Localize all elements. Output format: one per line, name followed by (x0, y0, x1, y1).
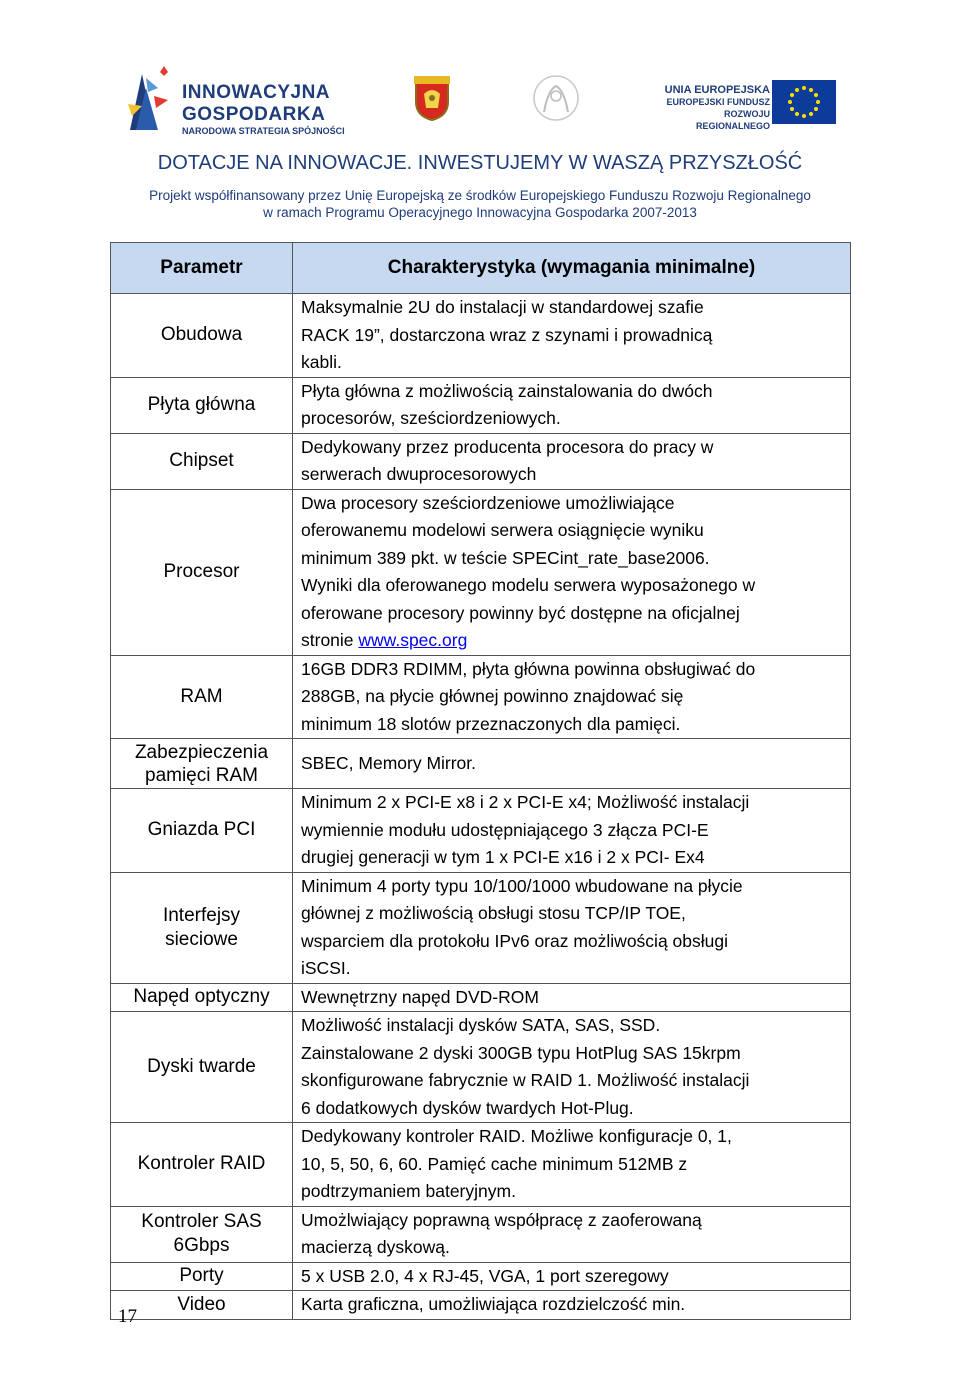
spec-line: serwerach dwuprocesorowych (301, 464, 537, 484)
spec-line: Umożlwiający poprawną współpracę z zaoferowaną (301, 1209, 702, 1230)
spec-line: 10, 5, 50, 6, 60. Pamięć cache minimum 512MB z (301, 1153, 688, 1174)
table-row-gniazda-pci (111, 789, 851, 873)
table-row-ram (111, 655, 851, 739)
table-row-plyta-glowna (111, 377, 851, 433)
spec-line: 5 x USB 2.0, 4 x RJ-45, VGA, 1 port szeregowy (301, 1265, 669, 1286)
spec-line: podtrzymaniem bateryjnym. (301, 1181, 516, 1201)
logo-line-3: NARODOWA STRATEGIA SPÓJNOŚCI (182, 126, 345, 136)
spec-cell (293, 1123, 851, 1207)
spec-line: Minimum 2 x PCI-E x8 i 2 x PCI-E x4; Możliwość instalacji (301, 792, 750, 812)
spec-line: oferowane procesory powinny być dostępne na oficjalnej (301, 602, 740, 623)
spec-line: Karta graficzna, umożliwiająca rozdzielczość min. (301, 1294, 686, 1314)
spec-line: macierzą dyskową. (301, 1237, 450, 1257)
table-header-row (111, 243, 851, 294)
param-cell: Gniazda PCI (111, 789, 293, 873)
spec-line: Minimum 4 porty typu 10/100/1000 wbudowane na płycie (301, 875, 743, 896)
spec-line: RACK 19”, dostarczona wraz z szynami i prowadnicą (301, 324, 713, 345)
param-cell: RAM (111, 655, 293, 739)
spec-cell (293, 294, 851, 378)
table-row-kontroler-sas (111, 1206, 851, 1262)
spec-line: 288GB, na płycie głównej powinno znajdować się (301, 686, 684, 706)
table-row-porty (111, 1262, 851, 1291)
spec-line: Wewnętrzny napęd DVD-ROM (301, 986, 539, 1007)
spec-cell (293, 1012, 851, 1123)
city-crest-icon (412, 76, 452, 122)
spec-line: Płyta główna z możliwością zainstalowania do dwóch (301, 380, 713, 401)
spec-line: wymiennie modułu udostępniającego 3 złącza PCI-E (301, 819, 709, 840)
param-cell (111, 1206, 293, 1262)
spec-org-link[interactable]: www.spec.org (358, 630, 468, 650)
logo-bar (0, 62, 960, 142)
spec-line (301, 627, 844, 655)
innowacyjna-gospodarka-emblem-icon (124, 66, 174, 136)
eu-flag-icon (772, 80, 836, 124)
eu-label-line-2: EUROPEJSKI FUNDUSZ (666, 97, 770, 107)
spec-line: SBEC, Memory Mirror. (301, 752, 477, 773)
column-header-charakterystyka: Charakterystyka (wymagania minimalne) (293, 243, 851, 294)
param-cell: Chipset (111, 433, 293, 489)
table-row-zabezpieczenia-ram (111, 739, 851, 789)
spec-line: Maksymalnie 2U do instalacji w standardowej szafie (301, 297, 704, 317)
spec-cell (293, 983, 851, 1012)
spec-line: Dedykowany przez producenta procesora do pracy w (301, 436, 714, 457)
param-cell: Napęd optyczny (111, 983, 293, 1012)
spec-line: 16GB DDR3 RDIMM, płyta główna powinna obsługiwać do (301, 658, 756, 679)
spec-cell (293, 739, 851, 789)
spec-line: drugiej generacji w tym 1 x PCI-E x16 i 2 x PCI- Ex4 (301, 847, 705, 867)
spec-line: głównej z możliwością obsługi stosu TCP/IP TOE, (301, 903, 686, 923)
spec-line: wsparciem dla protokołu IPv6 oraz możliwością obsługi (301, 930, 728, 951)
param-line: sieciowe (165, 928, 238, 950)
param-cell: Kontroler RAID (111, 1123, 293, 1207)
spec-cell (293, 789, 851, 873)
specification-table (110, 242, 851, 1320)
spec-cell (293, 655, 851, 739)
table-row-naped-optyczny (111, 983, 851, 1012)
spec-line: procesorów, sześciordzeniowych. (301, 408, 561, 428)
param-line: Zabezpieczenia (134, 741, 269, 763)
param-cell (111, 872, 293, 983)
table-row-video (111, 1291, 851, 1320)
table-row-procesor (111, 489, 851, 655)
foundation-logo-icon (530, 72, 582, 124)
eu-fund-label (660, 84, 770, 132)
param-cell: Dyski twarde (111, 1012, 293, 1123)
param-cell: Procesor (111, 489, 293, 655)
logo-line-1: INNOWACYJNA (182, 82, 331, 103)
param-cell: Video (111, 1291, 293, 1320)
table-row-interfejsy-sieciowe (111, 872, 851, 983)
spec-line: minimum 389 pkt. w teście SPECint_rate_base2006. (301, 547, 710, 568)
table-row-dyski-twarde (111, 1012, 851, 1123)
project-subtitle-line-1: Projekt współfinansowany przez Unię Europejską ze środków Europejskiego Funduszu Rozwoju Regionalnego (149, 188, 811, 203)
param-line: 6Gbps (173, 1235, 230, 1256)
spec-line: minimum 18 slotów przeznaczonych dla pamięci. (301, 713, 681, 734)
spec-line: kabli. (301, 352, 342, 372)
spec-line: skonfigurowane fabrycznie w RAID 1. Możliwość instalacji (301, 1070, 750, 1090)
eu-label-line-3: ROZWOJU REGIONALNEGO (695, 109, 770, 131)
param-line: Interfejsy (162, 904, 241, 926)
spec-cell (293, 1262, 851, 1291)
page-number: 17 (118, 1306, 137, 1327)
spec-cell (293, 489, 851, 655)
project-subtitle-line-2: w ramach Programu Operacyjnego Innowacyjna Gospodarka 2007-2013 (263, 205, 697, 220)
table-row-chipset (111, 433, 851, 489)
spec-cell (293, 872, 851, 983)
spec-line: Wyniki dla oferowanego modelu serwera wyposażonego w (301, 575, 756, 595)
spec-line-prefix: stronie (301, 630, 359, 650)
spec-line: oferowanemu modelowi serwera osiągnięcie wyniku (301, 520, 704, 540)
table-row-kontroler-raid (111, 1123, 851, 1207)
eu-label-line-1: UNIA EUROPEJSKA (664, 84, 770, 96)
param-line: pamięci RAM (145, 764, 258, 786)
spec-line: Możliwość instalacji dysków SATA, SAS, SSD. (301, 1015, 661, 1035)
spec-line: Zainstalowane 2 dyski 300GB typu HotPlug SAS 15krpm (301, 1042, 741, 1063)
spec-line: Dedykowany kontroler RAID. Możliwe konfiguracje 0, 1, (301, 1126, 732, 1146)
spec-line: iSCSI. (301, 958, 351, 978)
logo-line-2: GOSPODARKA (182, 104, 326, 125)
param-cell: Obudowa (111, 294, 293, 378)
table-row-obudowa (111, 294, 851, 378)
innowacyjna-gospodarka-logo (124, 66, 354, 136)
page-title: DOTACJE NA INNOWACJE. INWESTUJEMY W WASZĄ PRZYSZŁOŚĆ (157, 152, 803, 174)
spec-cell (293, 377, 851, 433)
spec-line: Dwa procesory sześciordzeniowe umożliwiające (301, 492, 675, 513)
spec-cell (293, 1206, 851, 1262)
param-cell (111, 739, 293, 789)
param-line: Kontroler SAS (141, 1211, 262, 1232)
spec-cell (293, 1291, 851, 1320)
spec-line: 6 dodatkowych dysków twardych Hot-Plug. (301, 1097, 634, 1118)
param-cell: Porty (111, 1262, 293, 1291)
param-cell: Płyta główna (111, 377, 293, 433)
spec-cell (293, 433, 851, 489)
column-header-parametr: Parametr (111, 243, 293, 294)
